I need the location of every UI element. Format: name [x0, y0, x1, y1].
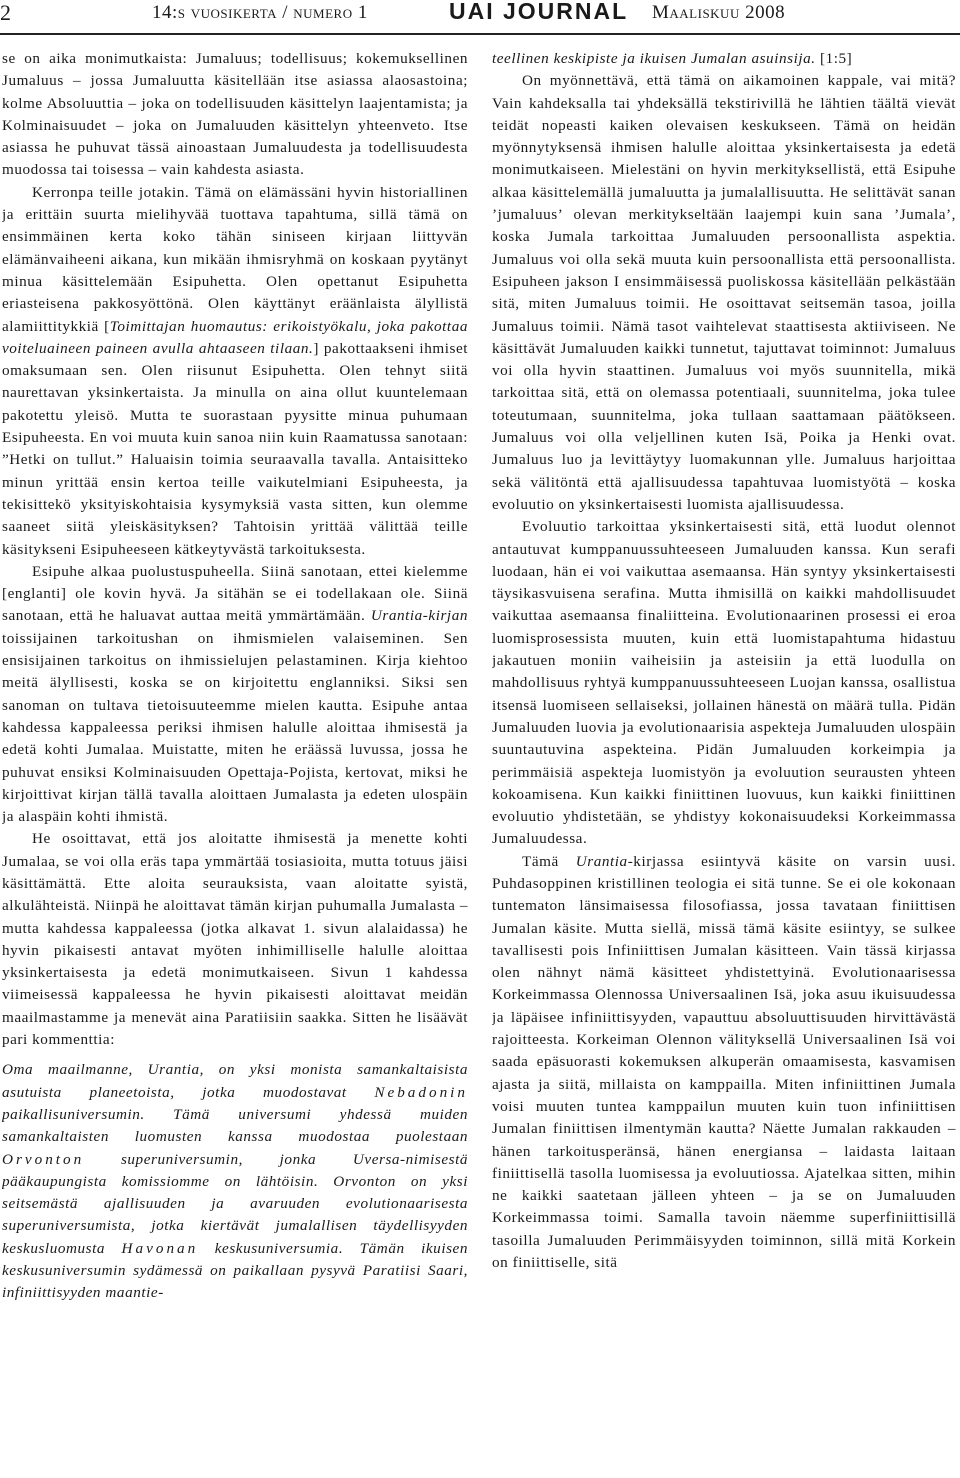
quote-run: Oma maailmanne, Urantia, on yksi monista samankaltaisista asutuista planeetoista, jotka muodostavat [2, 1061, 468, 1101]
page-number: 2 [0, 0, 11, 25]
quote-run: superuniversumin, jonka Uversa-nimisestä pääkaupungista komissiomme on lähtöisin. Orvonton on yksi seitsemästä ajallisuuden ja avaruuden evolutionaarisesta superuniversumista, jotka kiertävät jumalallisen täydellisyyden keskusluomusta [2, 1150, 468, 1257]
volume-label: 14:s vuosikerta / numero 1 [152, 2, 368, 23]
paragraph: On myönnettävä, että tämä on aikamoinen kappale, vai mitä? Vain kahdeksalla tai yhdeksällä tekstirivillä he lähtien täältä vievät teidät nopeasti kaiken olevaisen keskukseen. Tämä on heidän myönnytyksensä ihmisen halulle aloittaa yksinkertaisesta ja edetä monimutkaiseen. Mielestäni on hyvin merkityksellistä, että Esipuhe alkaa käsittelemällä jumaluutta ja jumalallisuutta. He selittävät sanan ’jumaluus’ olevan merkitykseltään laajempi kuin sana ’Jumala’, koska Jumala tarkoittaa Jumaluuden persoonallista aspektia. Jumaluus voi olla sekä muuta kuin persoonallista että persoonallista. Esipuheen jakson I ensimmäisessä puoliskossa käsitellään pelkästään sitä, miten Jumaluus toimii. He osoittavat seitsemän tasoa, joilla Jumaluus toimii. Nämä tasot vaihtelevat staattisesta aktiiviseen. Ne käsittävät Jumaluuden kaikki tunnetut, tajuttavat toiminnot: Jumaluus voi olla hyvin staattinen. Jumaluus voi myös suunnitella, mikä tarkoittaa sitä, että on olemassa potentiaali, suunnitelma, joka tulee toteutumaan, suunnitelma, joka tullaan saattamaan päätökseen. Jumaluus voi olla veljellinen kuten Isä, Poika ja Henki ovat. Jumaluus luo ja levittäytyy luomakunnan ylle. Jumaluus harjoittaa sekä välitöntä että ajallisuudessa tapahtuvaa luomistyötä – koska evoluutio on yksinkertaisesti luomista ajallisuudessa. [492, 72, 956, 513]
quote-spaced-word: Orvonton [2, 1150, 85, 1168]
quote-spaced-word: Havonan [121, 1239, 199, 1257]
book-title: Urantia-kirjan [370, 607, 468, 625]
left-column [2, 48, 468, 1305]
paragraph: He osoittavat, että jos aloitatte ihmisestä ja menette kohti Jumalaa, se voi olla eräs tapa ymmärtää tosiasioita, mutta totuus jäisi käsittämättä. Ette aloita seurauksista, vaan aloitatte syistä, alkulähteistä. Niinpä he aloittavat tämän kirjan puhumalla Jumalasta – mutta kahdessa kappaleessa (jotka alkavat 1. sivun alalaidassa) he hyvin pikaisesti antavat myöten inhimilliselle halulle aloittaa yksinkertaisesta ja edetä monimutkaiseen. Sivun 1 kahdessa viimeisessä kappaleessa he hyvin pikaisesti aloittavat meidän maailmastamme ja menevät aina Paratiisiin saakka. Sitten he lisäävät pari kommenttia: [2, 830, 468, 1049]
text-run: Kerronpa teille jotakin. Tämä on elämässäni hyvin historiallinen ja erittäin suurta mielihyvää tuottava tapahtuma, sillä tämä on ensimmäinen kerta koko tähän siniseen kirjaan liittyvän elämänvaiheeni aikana, kun mikään ihmisryhmä on koskaan pyytänyt minua käsittelemään Esipuhetta. Olen opettanut Esipuhetta eriasteisena pakkosyöttönä. Olen käyttänyt eräänlaista älyllistä alamiittitykkiä [ [2, 183, 468, 335]
quote-run: keskusuniversumia. Tämän ikuisen keskusuniversumin sydämessä on paikallaan pysyvä Paratiisi Saari, infiniittisyyden maantie- [2, 1239, 468, 1302]
text-run: Esipuhe alkaa puolustuspuheella. Siinä sanotaan, ettei kielemme [englanti] ole kovin hyvä. Ja sitähän se ei todellakaan ole. Siinä sanotaan, että he haluavat auttaa meitä ymmärtämään. [2, 562, 468, 625]
text-run: toissijainen tarkoitushan on ihmismielen valaiseminen. Sen ensisijainen tarkoitus on ihmissielujen pelastaminen. Kirja kiehtoo meitä älyllisesti, koska se on kirjoitettu englanniksi. Siksi sen sanoman on tultava tietoisuuteemme mielen kautta. Esipuhe antaa kahdessa kappaleessa periksi ihmisen halulle aloittaa ihmisestä ja edetä kohti Jumalaa. Muistatte, miten he eräässä luvussa, jossa he puhuvat ensiksi Kolminaisuuden Opettaja-Pojista, kertovat, miksi he kirjoittivat kirjan tällä tavalla aloittaen Jumalasta ja edeten ulospäin ja alaspäin kohti ihmistä. [2, 629, 468, 826]
paragraph: se on aika monimutkaista: Jumaluus; todellisuus; kokemuksellinen Jumaluus – jossa Jumaluutta käsitellään itse asiassa alaosastoina; kolme Absoluuttia – joka on todellisuuden käsittelyn laajentamista; ja Kolminaisuudet – joka on Jumaluuden käsittelyn yhteenveto. Itse asiassa he puhuvat tässä ainoastaan Jumaluudesta ja todellisuudesta muodossa tai toisessa – vain kahdesta asiasta. [2, 50, 468, 179]
book-title: Urantia [575, 852, 628, 870]
editor-note: Toimittajan huomautus: erikoistyökalu, joka pakottaa voiteluaineen paineen avulla ahtaaseen tilaan. [2, 317, 468, 357]
paragraph [2, 182, 468, 561]
block-quote [2, 1059, 468, 1304]
issue-date: Maaliskuu 2008 [652, 2, 786, 23]
header-rule [0, 33, 960, 35]
quote-spaced-word: Nebadonin [374, 1083, 468, 1101]
text-run: ] pakottaakseni ihmiset omaksumaan sen. Olen riisunut Esipuhetta. Olen tehnyt siitä naurettavan yksinkertaista. Ja minulla on aina ollut kuuntelemaan pakotettu yleisö. Mutta te suorastaan pyysitte minua puhumaan Esipuheesta. En voi muuta kuin sanoa niin kuin Raamatussa sanotaan: ”Hetki on tullut.” Haluaisin toimia seuraavalla tavalla. Antaisitteko minun yrittää ensin kertoa teille vaikutelmiani Esipuheesta, ja tekisittekö yksityiskohtaisia kysymyksiä vasta sitten, kun olemme saaneet siitä yleiskäsityksen? Tahtoisin yrittää välittää teille käsitykseni Esipuheeseen kätkeytyvästä tarkoituksesta. [2, 339, 468, 558]
paragraph [492, 851, 956, 1275]
page-header [0, 0, 960, 34]
quote-run: paikallisuniversumin. Tämä universumi yhdessä muiden samankaltaisten luomusten kanssa muodostaa puolestaan [2, 1105, 468, 1146]
paragraph: Evoluutio tarkoittaa yksinkertaisesti sitä, että luodut olennot antautuvat kumppanuussuhteeseen Jumaluuden kanssa. Kun serafi luodaan, hän ei voi vaikuttaa asemaansa. Hän syntyy yksinkertaisesti täysikasvuisena serafina. Mutta ihmisillä on kaikki mahdollisuudet vaikuttaa asemaansa finaliitteina. Evolutionaarinen prosessi ei eroa luomisprosessista muuten, kuin että luomistapahtuma hidastuu jakautuen moniin vaiheisiin ja asteisiin ja että luodulla on mahdollisuus ryhtyä kumppanuussuhteeseen Luojan kanssa, osallistua itsensä luomiseen sellaiseksi, jollainen hänestä on määrä tulla. Pidän Jumaluuden luovia ja evolutionaarisia aspekteja Jumaluuden ulospäin suuntautuvina aspekteina. Pidän Jumaluuden korkeimpia ja perimmäisiä aspekteja luomistyön ja evoluution seurausten yhteen kokoamisena. Kun kaikki finiittinen luovuus, kun kaikki finiittinen evoluutio yhdistetään, se yhdistyy kokonaisuudeksi Korkeimmassa Jumaluudessa. [492, 518, 956, 848]
quote-continuation [492, 48, 956, 70]
quote-run: teellinen keskipiste ja ikuisen Jumalan asuinsija. [492, 50, 816, 67]
paragraph [2, 561, 468, 829]
text-run: -kirjassa esiintyvä käsite on varsin uusi. Puhdasoppinen kristillinen teologia ei sitä tunne. Se ei ole kokonaan tuntematon länsimaisessa filosofiassa, jossa tavataan finiittisen Jumalan käsite. Mutta siellä, missä tämä käsite esiintyy, se sulkee tavallisesti pois Infiniittisen Jumalan käsitteen. Vain tässä kirjassa olen nähnyt nämä käsitteet yhdistettyinä. Evolutionaarisessa Korkeimmassa Olennossa Universaalinen Isä, joka asuu ikuisuudessa ja läpäisee infiniittisyyden, vapauttuu absoluuttisuuden hirvittävästä rajoitteesta. Korkeiman Olennon välityksellä Universaalinen Isä voi saada epäsuorasti kokemuksen alkuperän omaamisesta, kasvamisen ajasta ja siitä, millaista on kamppailla. Miten infiniittinen Jumala voisi muuten tuntea kamppailun muuten kuin tuon infiniittisen Jumalan finiittisen ilmentymän kautta? Näette Jumalan rakkauden – hänen tarkoitusperänsä, hänen energiansa – laidasta laitaan finiittisellä tasolla luomisessa ja evoluutiossa. Ajatelkaa sitten, mihin ne kaikki saatetaan jälleen yhteen – ja se on Jumaluuden Korkeimmassa toimi. Samalla tavoin näemme superfiniittisillä tasoilla Jumaluuden Perimmäisyyden toiminnon, sillä mitä Korkein on finiittiselle, sitä [492, 852, 956, 1272]
journal-title: UAI JOURNAL [449, 0, 629, 24]
text-run: Tämä [522, 852, 576, 870]
quote-reference: [1:5] [815, 50, 853, 67]
right-column [492, 48, 956, 1274]
